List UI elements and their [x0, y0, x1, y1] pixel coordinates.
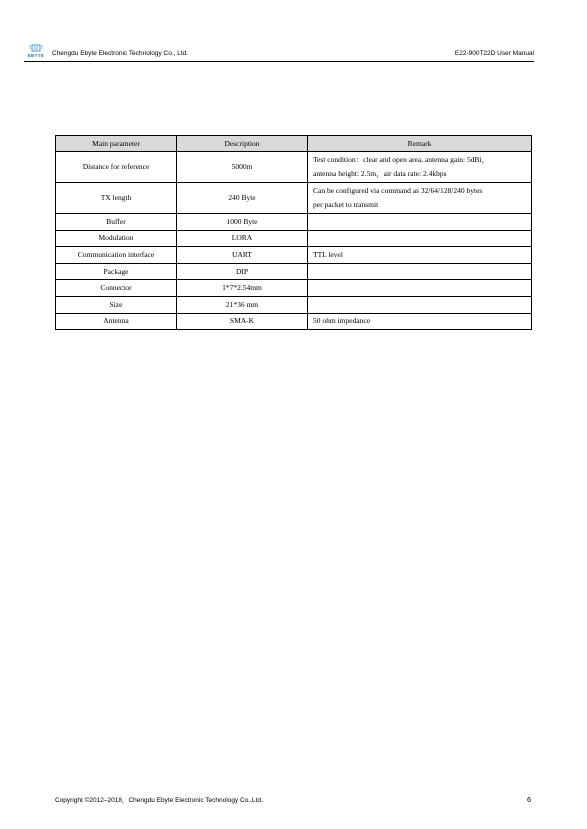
remark-line: antenna height: 2.5m，air data rate: 2.4kbps [313, 169, 447, 178]
remark-cell [308, 230, 532, 247]
desc-cell: LORA [177, 230, 308, 247]
remark-cell [308, 263, 532, 280]
desc-cell: DIP [177, 263, 308, 280]
desc-cell: 1000 Byte [177, 214, 308, 231]
parameters-table [55, 135, 532, 330]
remark-line: per packet to transmit [313, 200, 379, 209]
table-row [56, 183, 532, 214]
param-cell: Communication interface [56, 247, 177, 264]
table-row [56, 247, 532, 264]
ebyte-logo [24, 44, 48, 60]
param-cell: Antenna [56, 313, 177, 330]
param-cell: Distance for reference [56, 152, 177, 183]
table-row [56, 214, 532, 231]
remark-cell: 50 ohm impedance [308, 313, 532, 330]
header-divider [24, 61, 534, 62]
table-header-row [56, 136, 532, 152]
table-row [56, 152, 532, 183]
remark-cell [308, 296, 532, 313]
header-description: Description [177, 136, 308, 152]
param-cell: Size [56, 296, 177, 313]
param-cell: Buffer [56, 214, 177, 231]
desc-cell: UART [177, 247, 308, 264]
remark-cell [308, 280, 532, 297]
page-header [24, 44, 534, 62]
remark-cell [308, 214, 532, 231]
table-row [56, 263, 532, 280]
table-row [56, 280, 532, 297]
table-row [56, 313, 532, 330]
param-cell: TX length [56, 183, 177, 214]
remark-line: Can be configured via command as 32/64/128/240 bytes [313, 186, 483, 195]
table-row [56, 230, 532, 247]
header-main-parameter: Main parameter [56, 136, 177, 152]
param-cell: Connector [56, 280, 177, 297]
page-number: 6 [527, 795, 532, 804]
desc-cell: 240 Byte [177, 183, 308, 214]
param-cell: Package [56, 263, 177, 280]
remark-line: Test condition：clear and open area, antenna gain: 5dBi， [313, 155, 490, 164]
table-row [56, 296, 532, 313]
desc-cell: 5000m [177, 152, 308, 183]
desc-cell: 21*36 mm [177, 296, 308, 313]
footer-copyright: Copyright ©2012–2018，Chengdu Ebyte Electronic Technology Co.,Ltd. [55, 797, 263, 804]
header-remark: Remark [308, 136, 532, 152]
logo-text: EBYTE [27, 53, 45, 58]
remark-cell [308, 152, 532, 183]
document-title: E22-900T22D User Manual [454, 50, 534, 57]
desc-cell: SMA-K [177, 313, 308, 330]
remark-cell [308, 183, 532, 214]
param-cell: Modulation [56, 230, 177, 247]
desc-cell: 1*7*2.54mm [177, 280, 308, 297]
company-name: Chengdu Ebyte Electronic Technology Co., Ltd. [52, 50, 189, 57]
remark-cell: TTL level [308, 247, 532, 264]
